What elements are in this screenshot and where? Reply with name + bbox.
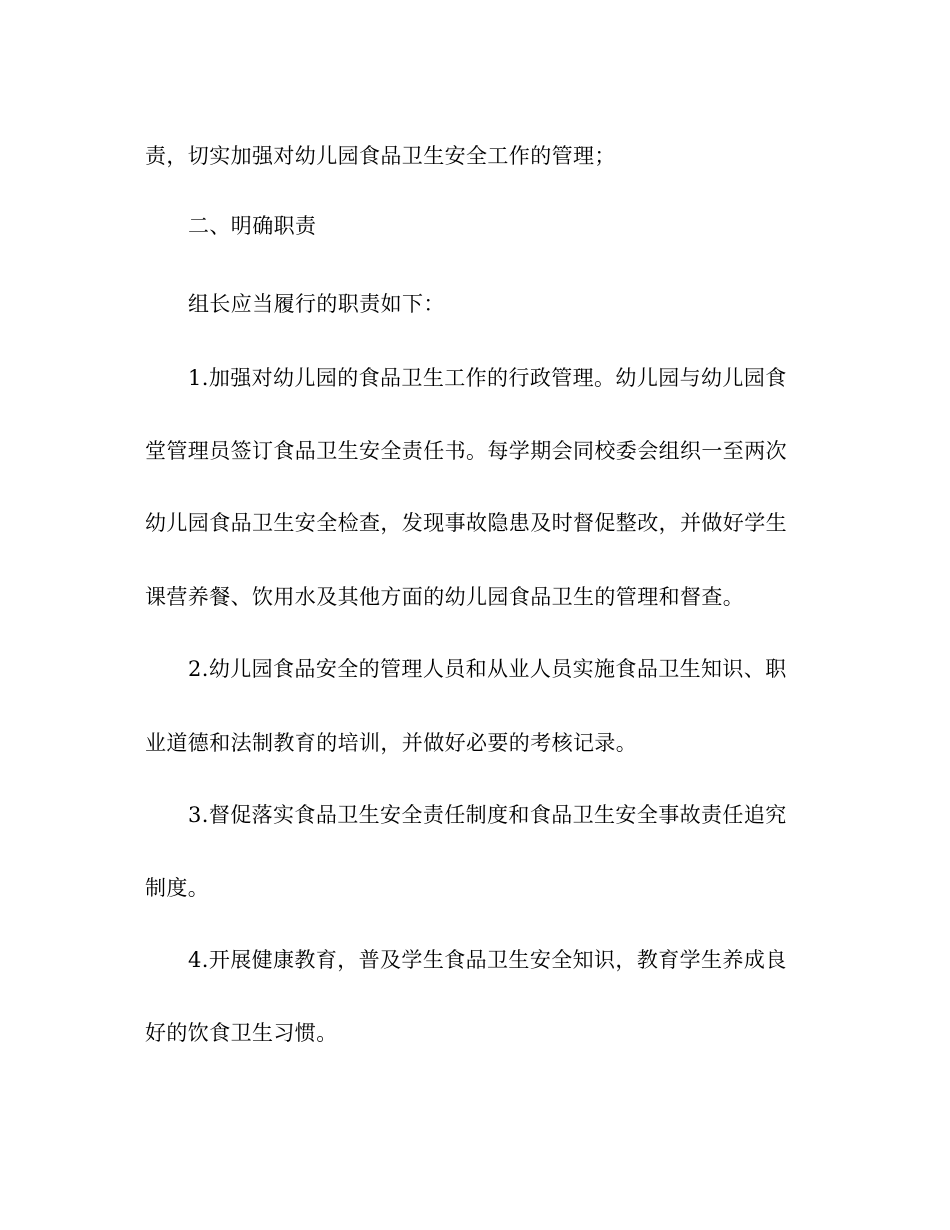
list-item-2-line-1: 2.幼儿园食品安全的管理人员和从业人员实施食品卫生知识、职 — [188, 657, 787, 681]
text-line-3: 组长应当履行的职责如下： — [188, 292, 445, 316]
section-heading: 二、明确职责 — [188, 214, 317, 238]
list-item-2-line-2: 业道德和法制教育的培训，并做好必要的考核记录。 — [145, 731, 638, 755]
list-item-4-line-2: 好的饮食卫生习惯。 — [145, 1021, 338, 1045]
list-item-4-line-1: 4.开展健康教育，普及学生食品卫生安全知识，教育学生养成良 — [188, 948, 787, 972]
text-line-1: 责，切实加强对幼儿园食品卫生安全工作的管理； — [145, 144, 616, 168]
list-item-1-line-3: 幼儿园食品卫生安全检查，发现事故隐患及时督促整改，并做好学生 — [145, 511, 787, 535]
list-item-1-line-2: 堂管理员签订食品卫生安全责任书。每学期会同校委会组织一至两次 — [145, 439, 787, 463]
list-item-1-line-1: 1.加强对幼儿园的食品卫生工作的行政管理。幼儿园与幼儿园食 — [188, 366, 787, 390]
list-item-3-line-2: 制度。 — [145, 876, 210, 900]
list-item-1-line-4: 课营养餐、饮用水及其他方面的幼儿园食品卫生的管理和督查。 — [145, 585, 745, 609]
list-item-3-line-1: 3.督促落实食品卫生安全责任制度和食品卫生安全事故责任追究 — [188, 803, 787, 827]
